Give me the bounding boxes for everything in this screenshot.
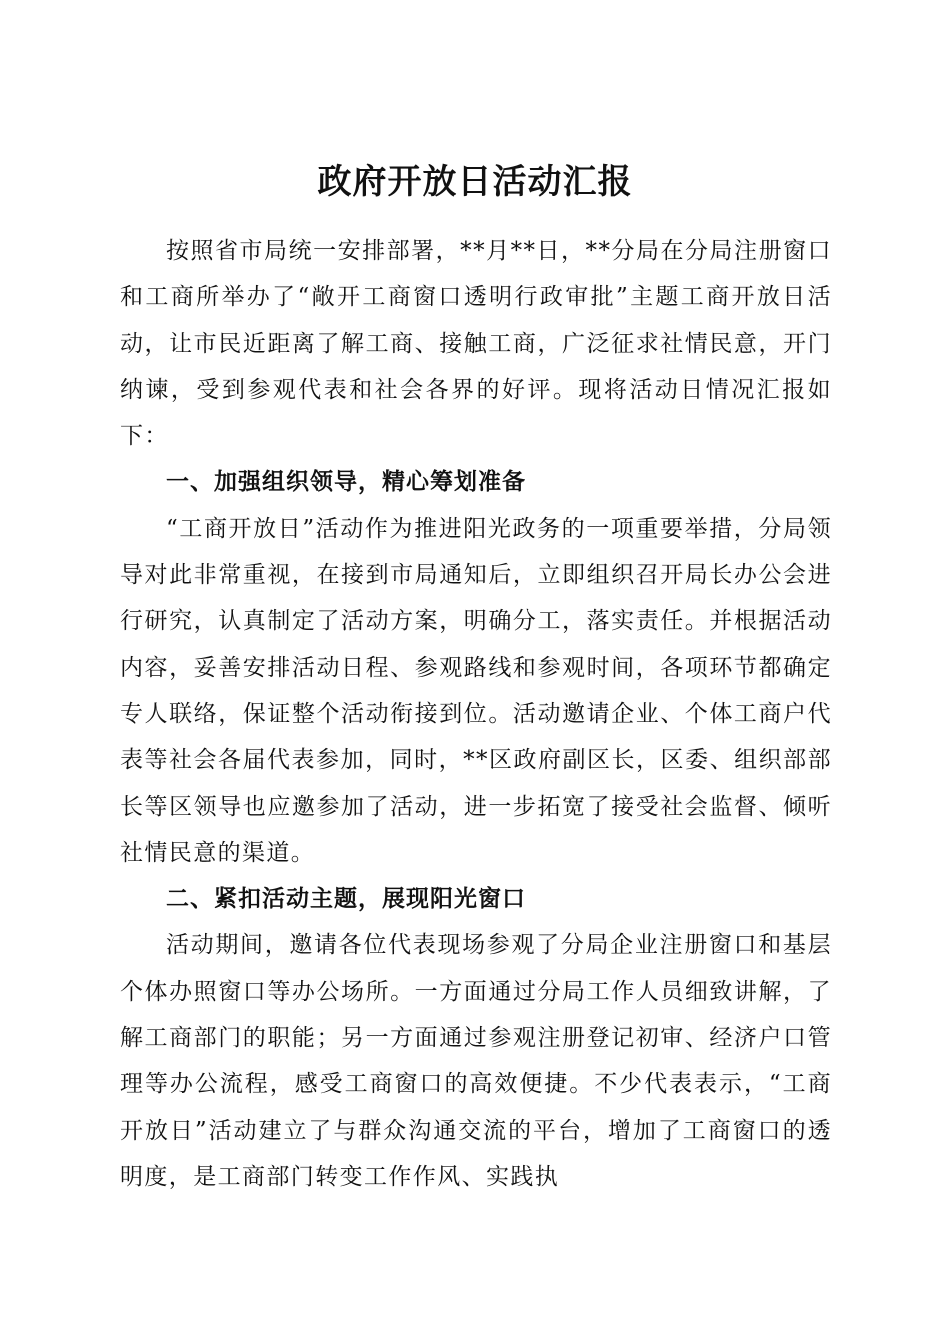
section-1-paragraph: “工商开放日”活动作为推进阳光政务的一项重要举措，分局领导对此非常重视，在接到市局通知后，立即组织召开局长办公会进行研究，认真制定了活动方案，明确分工，落实责任。并根据活动内容，妥善安排活动日程、参观路线和参观时间，各项环节都确定专人联络，保证整个活动衔接到位。活动邀请企业、个体工商户代表等社会各届代表参加，同时，**区政府副区长，区委、组织部部长等区领导也应邀参加了活动，进一步拓宽了接受社会监督、倾听社情民意的渠道。 bbox=[120, 515, 832, 866]
document-title: 政府开放日活动汇报 bbox=[317, 161, 633, 202]
section-2-paragraph: 活动期间，邀请各位代表现场参观了分局企业注册窗口和基层个体办照窗口等办公场所。一方面通过分局工作人员细致讲解，了解工商部门的职能；另一方面通过参观注册登记初审、经济户口管理等办公流程，感受工商窗口的高效便捷。不少代表表示，“工商开放日”活动建立了与群众沟通交流的平台，增加了工商窗口的透明度，是工商部门转变工作作风、实践执 bbox=[120, 932, 832, 1190]
section-heading-2: 二、紧扣活动主题，展现阳光窗口 bbox=[166, 886, 526, 913]
intro-paragraph: 按照省市局统一安排部署，**月**日，**分局在分局注册窗口和工商所举办了“敞开工商窗口透明行政审批”主题工商开放日活动，让市民近距离了解工商、接触工商，广泛征求社情民意，开门纳谏，受到参观代表和社会各界的好评。现将活动日情况汇报如下： bbox=[120, 238, 832, 450]
document-body bbox=[120, 228, 832, 1200]
section-heading-1: 一、加强组织领导，精心筹划准备 bbox=[166, 469, 526, 496]
